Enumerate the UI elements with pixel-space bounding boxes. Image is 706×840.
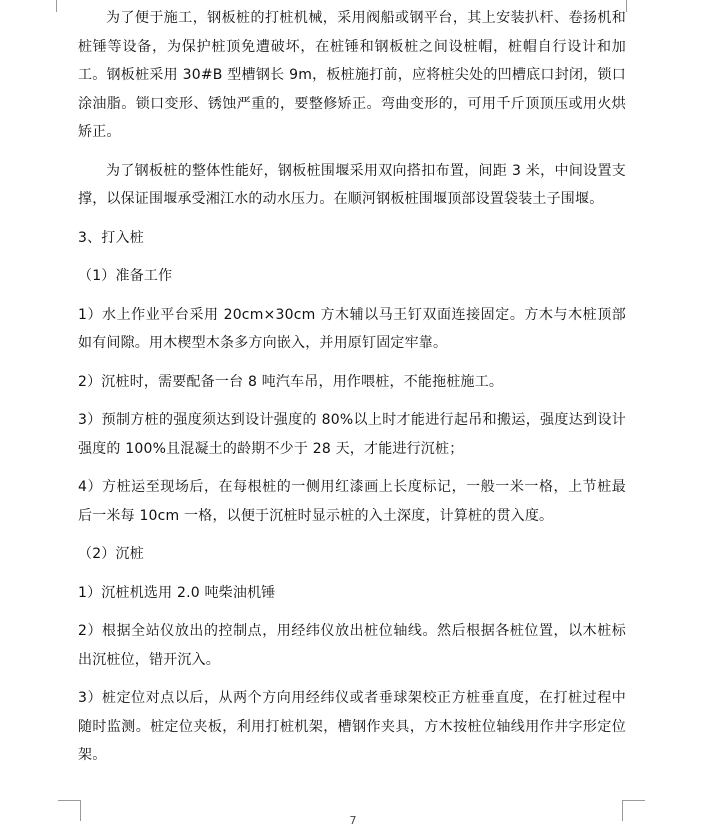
- crop-mark-top-right: [626, 0, 627, 12]
- crop-mark-top-left: [56, 0, 57, 12]
- list-item-prep-4: 4）方桩运至现场后，在每根桩的一侧用红漆画上长度标记，一般一米一格，上节桩最后一米每 10cm 一格，以便于沉桩时显示桩的入土深度，计算桩的贯入度。: [78, 479, 626, 524]
- paragraph-cofferdam-layout: 为了钢板桩的整体性能好，钢板桩围堰采用双向搭扣布置，间距 3 米，中间设置支撑，以保证围堰承受湘江水的动水压力。在顺河钢板桩围堰顶部设置袋装土子围堰。: [78, 162, 626, 207]
- list-item-prep-3: 3）预制方桩的强度须达到设计强度的 80%以上时才能进行起吊和搬运，强度达到设计强度的 100%且混凝土的龄期不少于 28 天，才能进行沉桩；: [78, 412, 626, 457]
- list-item-sink-3: 3）桩定位对点以后，从两个方向用经纬仪或者垂球架校正方桩垂直度，在打桩过程中随时监测。桩定位夹板，利用打桩机架，槽钢作夹具，方木按桩位轴线用作井字形定位架。: [78, 690, 626, 763]
- list-item-prep-2: 2）沉桩时，需要配备一台 8 吨汽车吊，用作喂桩，不能拖桩施工。: [78, 373, 504, 390]
- subheading-preparation: （1）准备工作: [78, 268, 173, 284]
- page-body: [78, 4, 626, 770]
- paragraph-pile-driving-equipment: 为了便于施工，钢板桩的打桩机械，采用阀船或钢平台，其上安装扒杆、卷扬机和桩锤等设备，为保护桩顶免遭破坏，在桩锤和钢板桩之间设桩帽，桩帽自行设计和加工。钢板桩采用 30#B 型槽钢长 9m，板桩施打前，应将桩尖处的凹槽底口封闭，锁口涂油脂。锁口变形、锈蚀严重的，要整修矫正。弯曲变形的，可用千斤顶顶压或用火烘矫正。: [78, 10, 626, 140]
- page-number: 7: [349, 814, 357, 827]
- subheading-pile-sinking: （2）沉桩: [78, 546, 144, 562]
- list-item-sink-1: 1）沉桩机选用 2.0 吨柴油机锤: [78, 584, 276, 601]
- heading-driven-piles: 3、打入桩: [78, 229, 144, 246]
- list-item-sink-2: 2）根据全站仪放出的控制点，用经纬仪放出桩位轴线。然后根据各桩位置，以木桩标出沉桩位，错开沉入。: [78, 623, 626, 668]
- list-item-prep-1: 1）水上作业平台采用 20cm×30cm 方木辅以马王钉双面连接固定。方木与木桩顶部如有间隙。用木楔型木条多方向嵌入，并用原钉固定牢靠。: [78, 306, 626, 351]
